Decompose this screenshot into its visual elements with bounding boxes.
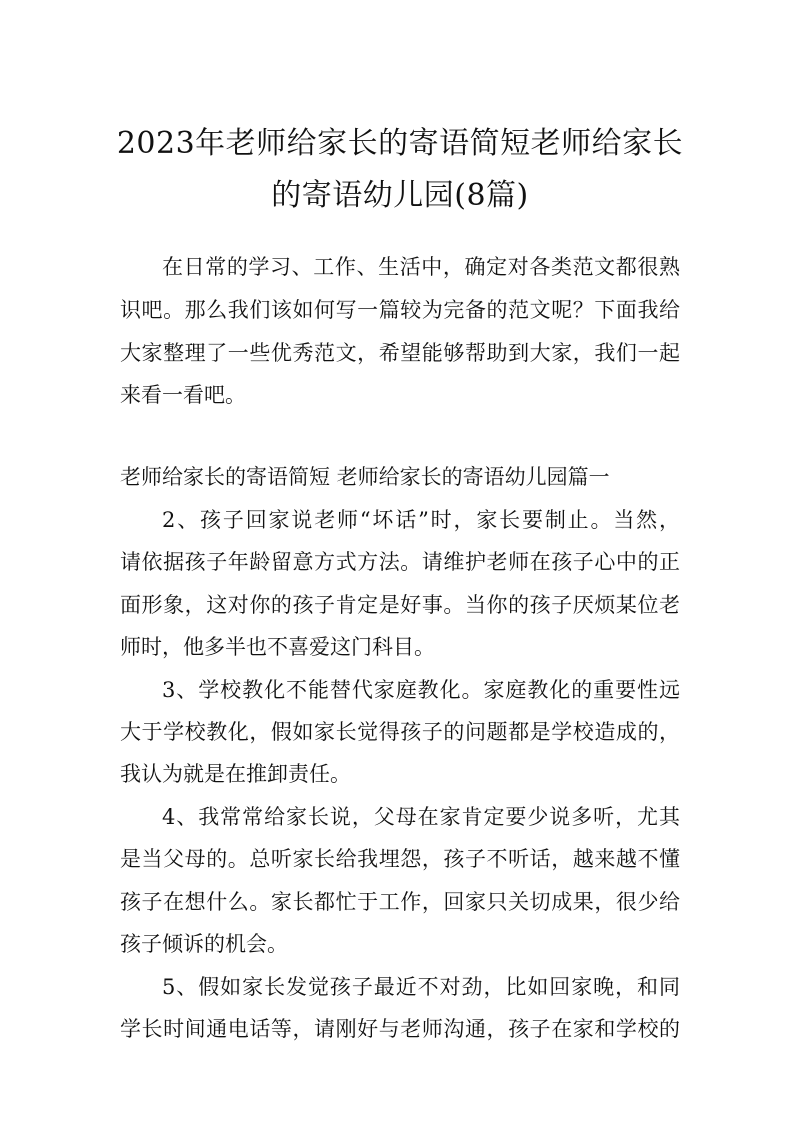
paragraph-4-line-2: 是当父母的。总听家长给我埋怨，孩子不听话，越来越不懂 [120, 847, 680, 871]
title-line-2: 的寄语幼儿园(8篇) [271, 178, 529, 213]
paragraph-3-line-1: 3、学校教化不能替代家庭教化。家庭教化的重要性远 [162, 678, 680, 702]
intro-line-4: 来看一看吧。 [120, 383, 246, 407]
paragraph-2-line-2: 请依据孩子年龄留意方式方法。请维护老师在孩子心中的正 [120, 550, 680, 574]
paragraph-2-line-4: 师时，他多半也不喜爱这门科目。 [120, 635, 435, 659]
paragraph-5-line-2: 学长时间通电话等，请刚好与老师沟通，孩子在家和学校的 [120, 1017, 680, 1041]
title-line-1: 2023年老师给家长的寄语简短老师给家长 [116, 126, 684, 161]
paragraph-4-line-1: 4、我常常给家长说，父母在家肯定要少说多听，尤其 [162, 805, 680, 829]
paragraph-3-line-2: 大于学校教化，假如家长觉得孩子的问题都是学校造成的， [120, 720, 680, 744]
paragraph-2-line-3: 面形象，这对你的孩子肯定是好事。当你的孩子厌烦某位老 [120, 593, 680, 617]
intro-line-2: 识吧。那么我们该如何写一篇较为完备的范文呢？下面我给 [120, 298, 680, 322]
paragraph-2-line-1: 2、孩子回家说老师“坏话”时，家长要制止。当然， [162, 508, 680, 532]
intro-line-1: 在日常的学习、工作、生活中，确定对各类范文都很熟 [162, 255, 680, 279]
paragraph-3-line-3: 我认为就是在推卸责任。 [120, 762, 351, 786]
document-title [90, 118, 710, 222]
intro-line-3: 大家整理了一些优秀范文，希望能够帮助到大家，我们一起 [120, 341, 680, 365]
paragraph-4-line-3: 孩子在想什么。家长都忙于工作，回家只关切成果，很少给 [120, 890, 680, 914]
paragraph-4-line-4: 孩子倾诉的机会。 [120, 932, 288, 956]
section-heading: 老师给家长的寄语简短 老师给家长的寄语幼儿园篇一 [120, 465, 610, 489]
paragraph-5-line-1: 5、假如家长发觉孩子最近不对劲，比如回家晚，和同 [162, 975, 680, 999]
